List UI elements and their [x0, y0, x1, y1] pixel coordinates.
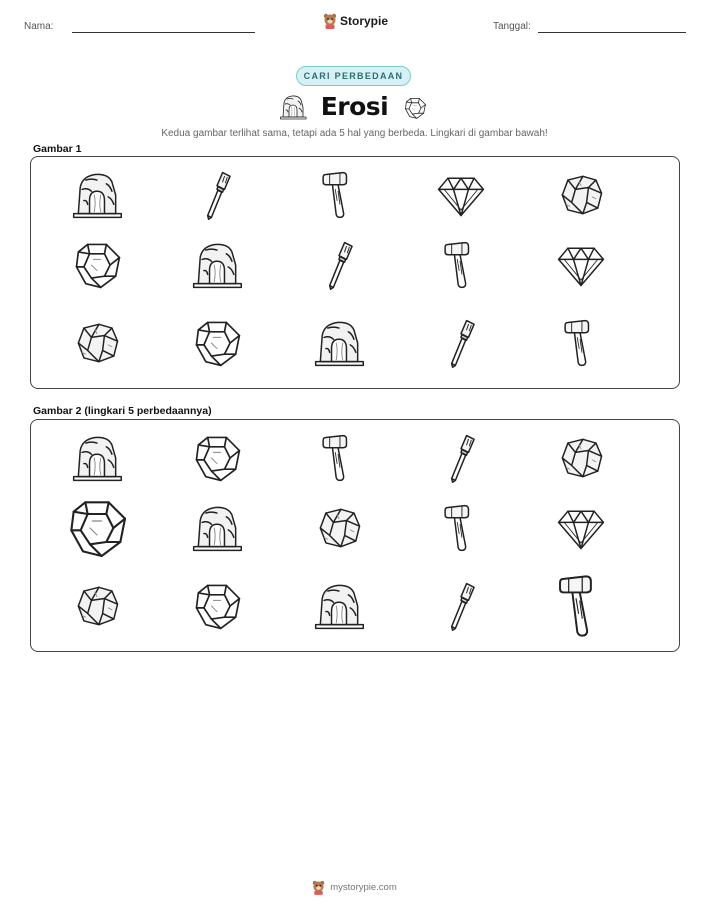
gem-icon — [189, 578, 245, 634]
chisel-icon — [433, 430, 489, 486]
picture1-cell-cave — [189, 237, 245, 293]
diamond-icon — [553, 500, 609, 556]
rock-icon — [553, 167, 609, 223]
chisel-icon — [433, 578, 489, 634]
picture2-cell-chisel[interactable] — [433, 578, 489, 634]
cave-icon — [311, 578, 367, 634]
chisel-icon — [311, 237, 367, 293]
hammer-icon — [553, 315, 609, 371]
picture1-cell-chisel — [433, 315, 489, 371]
cave-icon — [189, 500, 245, 556]
rock-icon — [69, 315, 125, 371]
hammer-icon — [433, 237, 489, 293]
page-title: Erosi — [320, 92, 389, 121]
cave-icon — [69, 167, 125, 223]
diamond-icon — [553, 237, 609, 293]
picture2-label: Gambar 2 (lingkari 5 perbedaannya) — [33, 405, 212, 417]
chisel-icon — [433, 315, 489, 371]
footer-url: mystorypie.com — [330, 882, 397, 893]
cave-icon — [69, 430, 125, 486]
chisel-icon — [189, 167, 245, 223]
picture1-cell-rock — [69, 315, 125, 371]
picture2-cell-cave[interactable] — [311, 578, 367, 634]
bear-mascot-icon — [323, 13, 337, 29]
picture1-cell-cave — [311, 315, 367, 371]
instruction-text: Kedua gambar terlihat sama, tetapi ada 5 hal yang berbeda. Lingkari di gambar bawah! — [161, 128, 548, 139]
picture1-cell-diamond — [553, 237, 609, 293]
picture2-cell-gem[interactable] — [189, 430, 245, 486]
picture2-cell-cave[interactable] — [189, 500, 245, 556]
gem-icon — [62, 493, 132, 563]
footer — [0, 880, 709, 895]
name-field[interactable] — [72, 32, 255, 33]
date-field[interactable] — [538, 32, 686, 33]
picture2-cell-rock[interactable] — [553, 430, 609, 486]
picture2-cell-rock[interactable] — [69, 578, 125, 634]
picture1-label: Gambar 1 — [33, 143, 82, 155]
picture2-cell-hammer[interactable] — [433, 500, 489, 556]
rock-icon — [311, 500, 367, 556]
picture2-cell-chisel[interactable] — [433, 430, 489, 486]
picture2-cell-gem[interactable] — [62, 493, 132, 563]
diamond-icon — [433, 167, 489, 223]
cave-icon — [311, 315, 367, 371]
gem-icon — [69, 237, 125, 293]
hammer-icon — [544, 569, 618, 643]
picture2-cell-gem[interactable] — [189, 578, 245, 634]
cave-icon — [278, 92, 308, 122]
cave-icon — [189, 237, 245, 293]
title-gem-icon — [402, 95, 428, 121]
picture1-cell-rock — [553, 167, 609, 223]
bear-mascot-icon — [312, 880, 325, 895]
hammer-icon — [311, 430, 367, 486]
rock-icon — [69, 578, 125, 634]
gem-icon — [189, 315, 245, 371]
picture1-cell-hammer — [311, 167, 367, 223]
picture1-cell-diamond — [433, 167, 489, 223]
picture1-cell-gem — [189, 315, 245, 371]
hammer-icon — [433, 500, 489, 556]
picture1-cell-cave — [69, 167, 125, 223]
activity-badge: CARI PERBEDAAN — [296, 66, 411, 86]
gem-icon — [189, 430, 245, 486]
gem-icon — [402, 95, 428, 121]
picture2-panel[interactable] — [30, 419, 680, 652]
picture2-cell-hammer[interactable] — [311, 430, 367, 486]
hammer-icon — [311, 167, 367, 223]
picture2-cell-rock[interactable] — [311, 500, 367, 556]
picture2-cell-diamond[interactable] — [553, 500, 609, 556]
rock-icon — [553, 430, 609, 486]
name-label: Nama: — [24, 21, 54, 32]
picture1-cell-chisel — [189, 167, 245, 223]
picture1-cell-hammer — [553, 315, 609, 371]
date-label: Tanggal: — [493, 21, 531, 32]
storypie-logo — [323, 13, 388, 29]
picture1-cell-gem — [69, 237, 125, 293]
picture2-cell-hammer[interactable] — [544, 569, 618, 643]
brand-name: Storypie — [340, 14, 389, 28]
picture1-panel — [30, 156, 680, 389]
picture1-cell-chisel — [311, 237, 367, 293]
picture2-cell-cave[interactable] — [69, 430, 125, 486]
title-cave-icon — [278, 92, 308, 122]
picture1-cell-hammer — [433, 237, 489, 293]
